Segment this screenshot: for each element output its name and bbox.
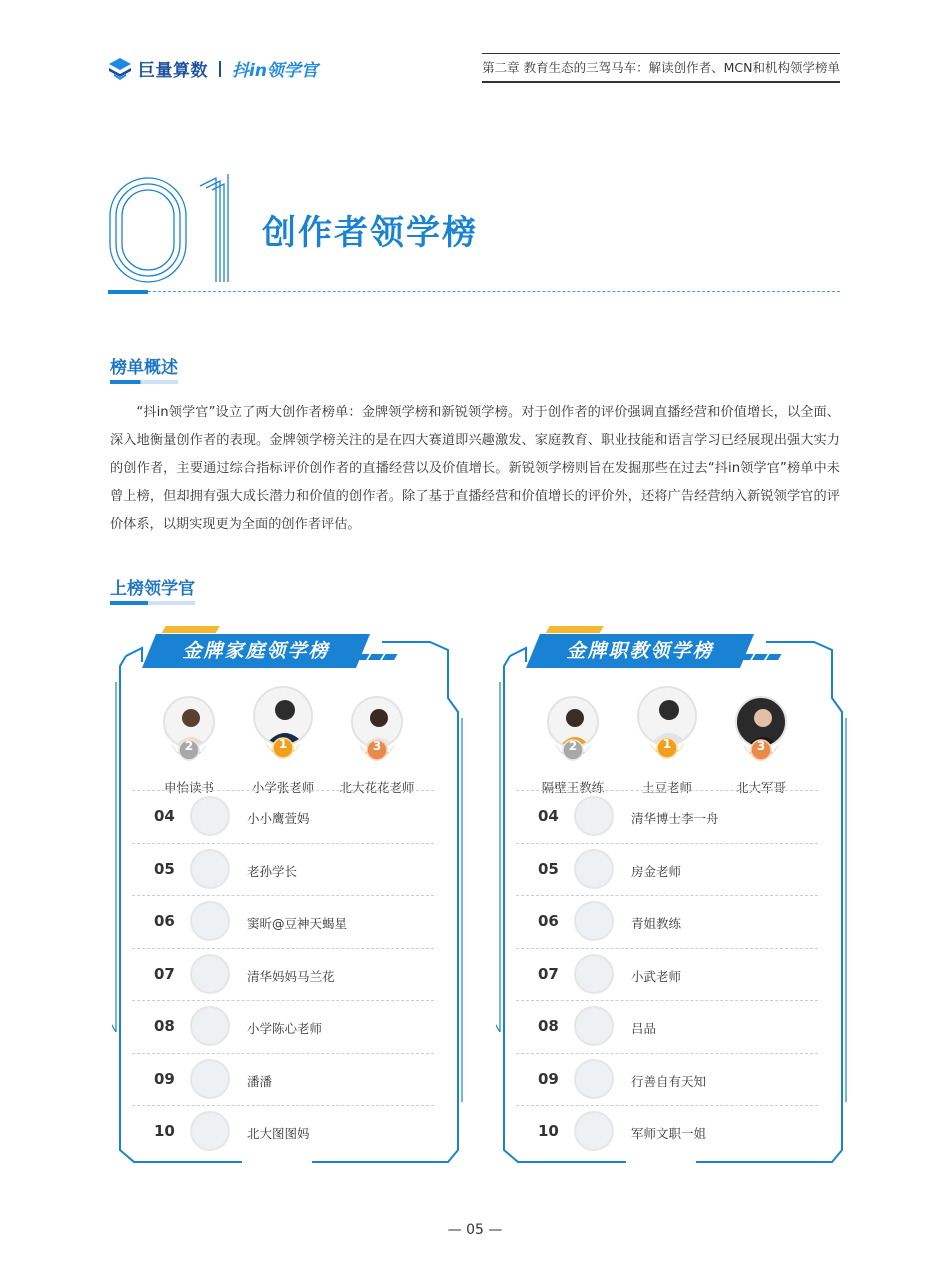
board-podium <box>112 686 464 795</box>
podium-rank-1 <box>238 686 328 795</box>
board-vocational <box>496 622 848 1167</box>
table-row <box>132 1105 434 1158</box>
row-name: 小武老师 <box>631 968 682 984</box>
table-row <box>516 1000 818 1053</box>
avatar <box>190 901 230 941</box>
row-rank: 09 <box>538 1069 559 1088</box>
podium-name: 北大军哥 <box>735 780 786 795</box>
row-rank: 04 <box>154 807 175 825</box>
row-rank: 06 <box>538 912 559 930</box>
page-number: — 05 — <box>447 1222 503 1238</box>
page-header <box>108 54 840 84</box>
board-rows <box>516 790 818 1158</box>
avatar <box>190 796 230 836</box>
chapter-title: 第二章 教育生态的三驾马车：解读创作者、MCN和机构领学榜单 <box>482 58 840 83</box>
podium-rank-label: 2 <box>568 739 578 753</box>
avatar <box>574 1059 614 1099</box>
table-row <box>132 1000 434 1053</box>
brand-logo <box>108 56 318 81</box>
table-row <box>132 948 434 1001</box>
avatar <box>574 796 614 836</box>
row-name: 清华博士李一舟 <box>631 811 719 826</box>
title-divider <box>108 291 840 292</box>
row-rank: 07 <box>538 964 559 983</box>
podium-name: 申怡读书 <box>163 780 214 795</box>
page-title: 创作者领学榜 <box>262 213 478 253</box>
podium-rank-label: 1 <box>662 737 672 751</box>
row-name: 潘潘 <box>247 1073 273 1089</box>
row-name: 小小鹰萱妈 <box>247 811 310 826</box>
avatar <box>574 901 614 941</box>
section-number <box>108 172 248 284</box>
row-name: 窦昕@豆神天蝎星 <box>247 916 348 931</box>
avatar <box>574 954 614 994</box>
row-name: 清华妈妈马兰花 <box>247 968 335 984</box>
podium-rank-label: 1 <box>278 737 288 751</box>
row-name: 吕品 <box>631 1021 657 1036</box>
table-row <box>132 790 434 843</box>
row-rank: 10 <box>538 1122 559 1140</box>
section-number-text: 01 <box>108 172 110 173</box>
row-name: 行善自有天知 <box>631 1073 707 1089</box>
row-name: 军师文职一姐 <box>631 1126 707 1141</box>
row-name: 北大图图妈 <box>247 1126 310 1141</box>
board-title: 金牌职教领学榜 <box>566 640 714 662</box>
row-name: 小学陈心老师 <box>247 1021 323 1036</box>
avatar <box>574 849 614 889</box>
podium-rank-3 <box>332 696 422 795</box>
row-rank: 08 <box>154 1017 175 1035</box>
row-rank: 10 <box>154 1122 175 1140</box>
table-row <box>516 790 818 843</box>
avatar <box>190 1059 230 1099</box>
podium-rank-label: 3 <box>372 739 382 753</box>
row-rank: 07 <box>154 964 175 983</box>
avatar <box>190 1111 230 1151</box>
podium-rank-2 <box>528 696 618 795</box>
podium-name: 土豆老师 <box>641 780 692 795</box>
brand-divider <box>219 61 221 77</box>
podium-rank-2 <box>144 696 234 795</box>
row-name: 房金老师 <box>631 863 682 879</box>
row-rank: 05 <box>154 859 175 878</box>
board-title: 金牌家庭领学榜 <box>182 640 330 662</box>
table-row <box>516 1105 818 1158</box>
table-row <box>132 895 434 948</box>
board-rows <box>132 790 434 1158</box>
table-row <box>516 948 818 1001</box>
overview-heading: 榜单概述 <box>110 353 178 381</box>
podium-name: 北大花花老师 <box>339 780 415 795</box>
podium-rank-label: 2 <box>184 739 194 753</box>
avatar <box>574 1006 614 1046</box>
avatar <box>190 954 230 994</box>
podium-rank-3 <box>716 696 806 795</box>
row-name: 青姐教练 <box>631 916 682 931</box>
row-rank: 04 <box>538 807 559 825</box>
board-family <box>112 622 464 1167</box>
table-row <box>516 843 818 896</box>
row-rank: 08 <box>538 1017 559 1035</box>
table-row <box>132 1053 434 1106</box>
table-row <box>516 895 818 948</box>
avatar <box>190 849 230 889</box>
list-heading: 上榜领学官 <box>110 574 195 602</box>
podium-name: 隔壁王教练 <box>541 780 605 795</box>
brand-logo-icon <box>108 57 132 81</box>
row-rank: 09 <box>154 1069 175 1088</box>
board-podium <box>496 686 848 795</box>
table-row <box>516 1053 818 1106</box>
sub-brand-name: 抖in领学官 <box>232 61 318 81</box>
podium-rank-label: 3 <box>756 739 766 753</box>
row-name: 老孙学长 <box>247 863 298 879</box>
row-rank: 06 <box>154 912 175 930</box>
row-rank: 05 <box>538 859 559 878</box>
podium-rank-1 <box>622 686 712 795</box>
avatar <box>190 1006 230 1046</box>
brand-name: 巨量算数 <box>138 61 208 81</box>
avatar <box>574 1111 614 1151</box>
podium-name: 小学张老师 <box>251 780 315 795</box>
title-divider-accent <box>108 290 148 294</box>
overview-paragraph: “抖in领学官”设立了两大创作者榜单：金牌领学榜和新锐领学榜。对于创作者的评价强调直播经营和价值增长，以全面、深入地衡量创作者的表现。金牌领学榜关注的是在四大赛道即兴趣激发、家庭教育、职业技能和语言学习已经展现出强大实力的创作者，主要通过综合指标评价创作者的直播经营以及价值增长。新锐领学榜则旨在发掘那些在过去“抖in领学官”榜单中未曾上榜，但却拥有强大成长潜力和价值的创作者。除了基于直播经营和价值增长的评价外，还将广告经营纳入新锐领学官的评价体系，以期实现更为全面的创作者评估。 <box>110 405 840 532</box>
table-row <box>132 843 434 896</box>
